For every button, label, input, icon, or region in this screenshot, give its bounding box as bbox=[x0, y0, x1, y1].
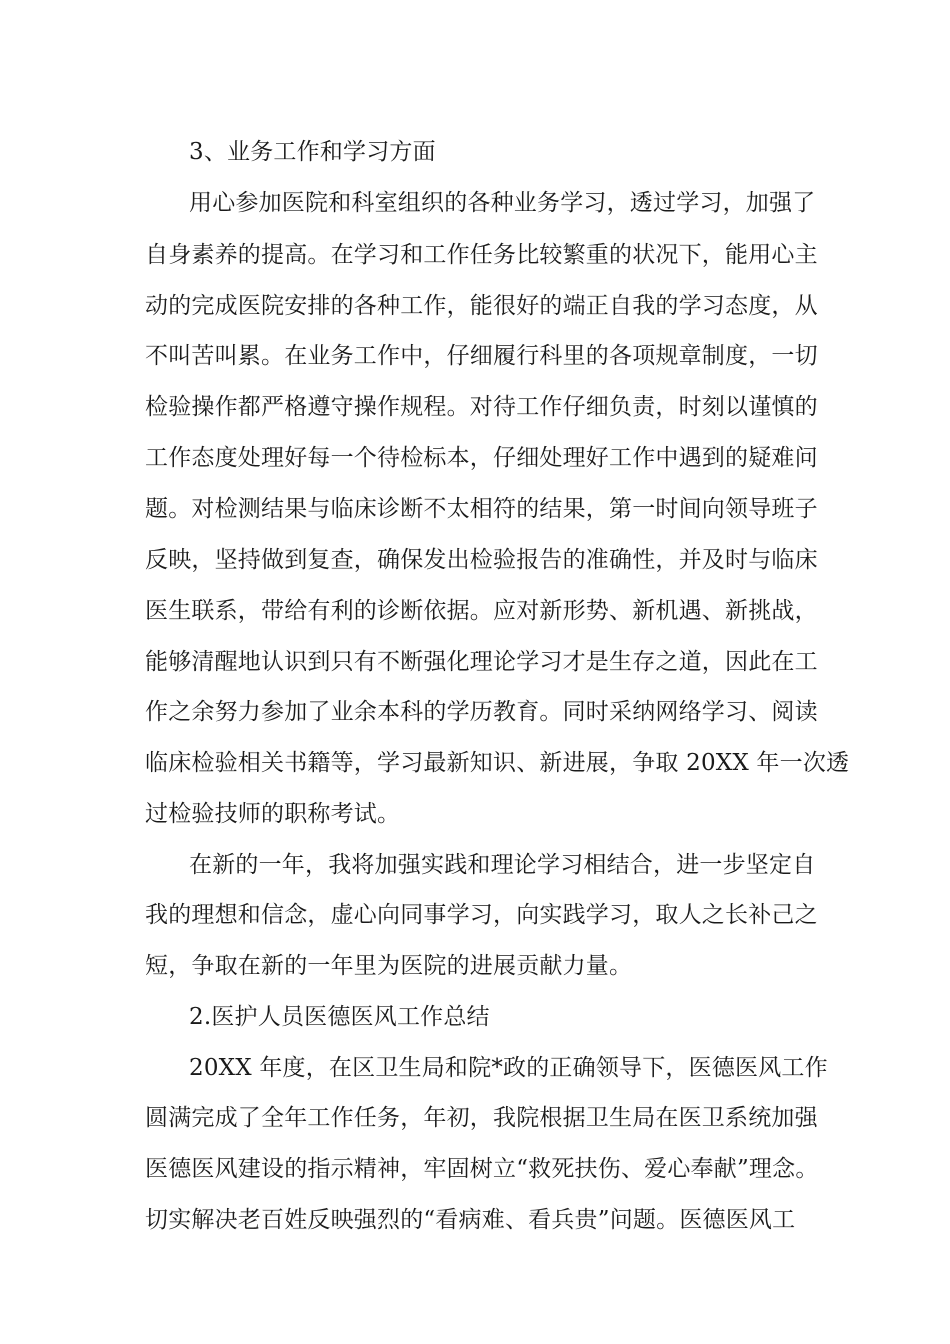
paragraph-line: 作之余努力参加了业余本科的学历教育。同时采纳网络学习、阅读 bbox=[145, 699, 818, 725]
paragraph-line: 能够清醒地认识到只有不断强化理论学习才是生存之道，因此在工 bbox=[145, 649, 818, 675]
section-heading-medical-ethics: 2.医护人员医德医风工作总结 bbox=[189, 1004, 490, 1030]
paragraph-line: 在新的一年，我将加强实践和理论学习相结合，进一步坚定自 bbox=[189, 852, 816, 878]
paragraph-line: 动的完成医院安排的各种工作，能很好的端正自我的学习态度，从 bbox=[145, 293, 818, 319]
paragraph-line: 切实解决老百姓反映强烈的“看病难、看兵贵”问题。医德医风工 bbox=[145, 1207, 796, 1233]
paragraph-line: 我的理想和信念，虚心向同事学习，向实践学习，取人之长补己之 bbox=[145, 902, 818, 928]
paragraph-line: 医生联系，带给有利的诊断依据。应对新形势、新机遇、新挑战， bbox=[145, 598, 818, 624]
paragraph-line: 工作态度处理好每一个待检标本，仔细处理好工作中遇到的疑难问 bbox=[145, 445, 818, 471]
paragraph-line: 自身素养的提高。在学习和工作任务比较繁重的状况下，能用心主 bbox=[145, 242, 818, 268]
paragraph-line: 临床检验相关书籍等，学习最新知识、新进展，争取 20XX 年一次透 bbox=[145, 750, 850, 776]
paragraph-line: 20XX 年度，在区卫生局和院*政的正确领导下，医德医风工作 bbox=[189, 1055, 828, 1081]
paragraph-line: 短，争取在新的一年里为医院的进展贡献力量。 bbox=[145, 953, 633, 979]
paragraph-line: 医德医风建设的指示精神，牢固树立“救死扶伤、爱心奉献”理念。 bbox=[145, 1156, 819, 1182]
paragraph-line: 圆满完成了全年工作任务，年初，我院根据卫生局在医卫系统加强 bbox=[145, 1105, 818, 1131]
paragraph-line: 检验操作都严格遵守操作规程。对待工作仔细负责，时刻以谨慎的 bbox=[145, 394, 818, 420]
paragraph-line: 用心参加医院和科室组织的各种业务学习，透过学习，加强了 bbox=[189, 190, 816, 216]
section-heading-business-study: 3、业务工作和学习方面 bbox=[189, 139, 436, 165]
paragraph-line: 过检验技师的职称考试。 bbox=[145, 801, 401, 827]
paragraph-line: 反映，坚持做到复查，确保发出检验报告的准确性，并及时与临床 bbox=[145, 547, 818, 573]
paragraph-line: 题。对检测结果与临床诊断不太相符的结果，第一时间向领导班子 bbox=[145, 496, 818, 522]
paragraph-line: 不叫苦叫累。在业务工作中，仔细履行科里的各项规章制度，一切 bbox=[145, 343, 818, 369]
